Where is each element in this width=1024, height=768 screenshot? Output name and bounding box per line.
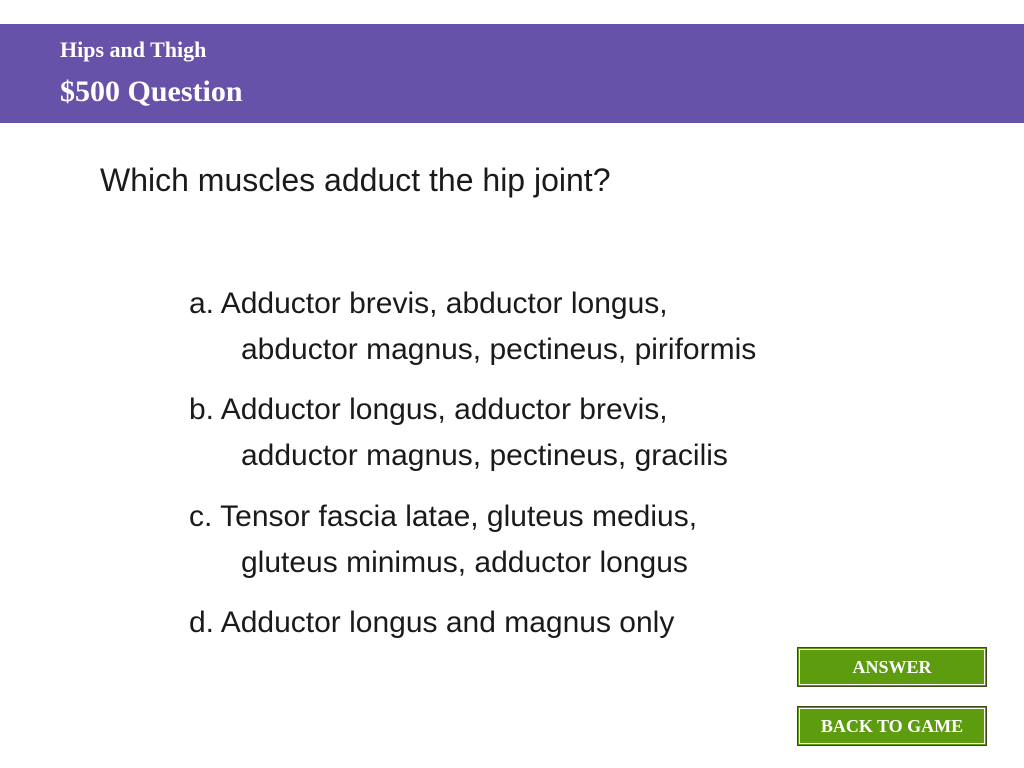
question-text: Which muscles adduct the hip joint? <box>100 162 611 198</box>
choice-a <box>189 281 756 373</box>
choice-a-line2: abductor magnus, pectineus, piriformis <box>241 333 757 366</box>
choice-c <box>189 494 697 586</box>
back-to-game-button[interactable]: BACK TO GAME <box>797 706 987 746</box>
question-value-title: $500 Question <box>60 75 243 108</box>
answer-button[interactable]: ANSWER <box>797 647 987 687</box>
category-title: Hips and Thigh <box>60 37 207 62</box>
choice-b-line1: b. Adductor longus, adductor brevis, <box>189 393 668 426</box>
choice-c-line2: gluteus minimus, adductor longus <box>241 546 688 579</box>
choice-d <box>189 600 674 646</box>
choice-c-line1: c. Tensor fascia latae, gluteus medius, <box>189 500 698 533</box>
choice-b <box>189 387 728 479</box>
choice-b-line2: adductor magnus, pectineus, gracilis <box>241 439 728 472</box>
choice-d-line1: d. Adductor longus and magnus only <box>189 606 675 639</box>
choice-a-line1: a. Adductor brevis, abductor longus, <box>189 287 668 320</box>
